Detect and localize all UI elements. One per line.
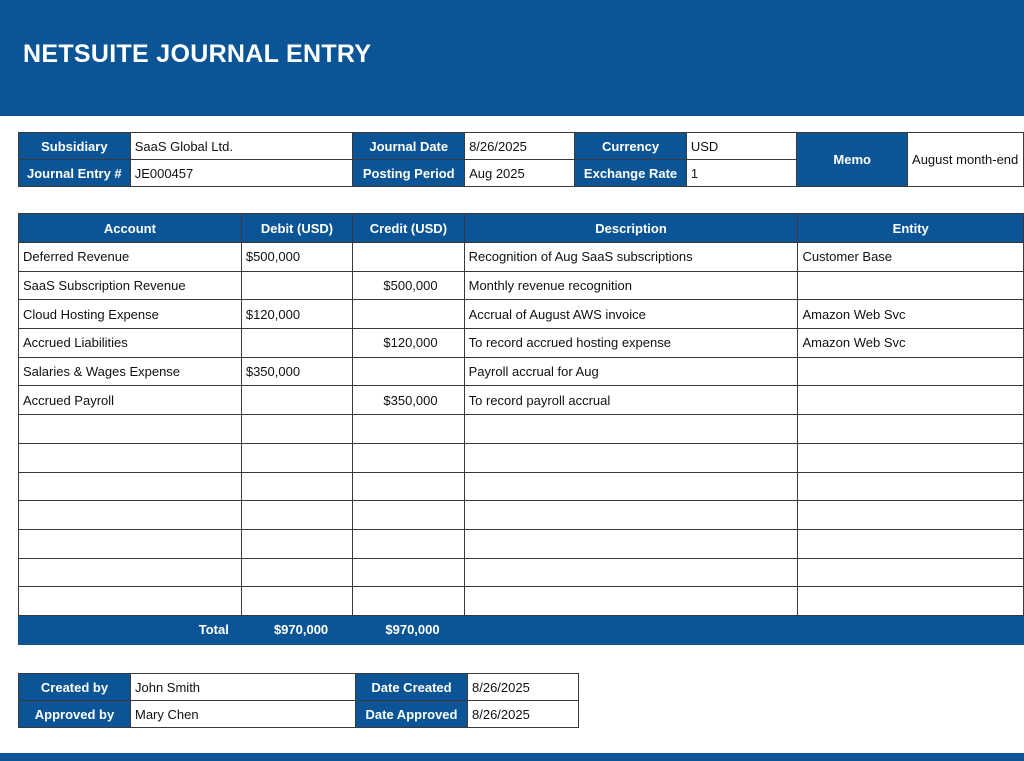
total-row xyxy=(19,615,1024,644)
table-row xyxy=(19,443,1024,472)
account-cell[interactable] xyxy=(19,501,242,530)
date-approved-value[interactable]: 8/26/2025 xyxy=(468,701,579,728)
description-cell[interactable] xyxy=(464,587,798,616)
account-cell[interactable]: Accrued Liabilities xyxy=(19,329,242,358)
debit-cell[interactable] xyxy=(241,271,352,300)
entity-cell[interactable]: Customer Base xyxy=(798,243,1024,272)
account-cell[interactable] xyxy=(19,587,242,616)
debit-cell[interactable] xyxy=(241,386,352,415)
table-row xyxy=(19,271,1024,300)
entity-cell[interactable]: Amazon Web Svc xyxy=(798,329,1024,358)
exchange-rate-label: Exchange Rate xyxy=(575,160,687,187)
credit-cell[interactable]: $120,000 xyxy=(353,329,464,358)
description-cell[interactable] xyxy=(464,443,798,472)
journal-date-value[interactable]: 8/26/2025 xyxy=(465,133,575,160)
credit-cell[interactable]: $350,000 xyxy=(353,386,464,415)
footer-bar xyxy=(0,753,1024,761)
credit-cell[interactable] xyxy=(353,443,464,472)
debit-cell[interactable] xyxy=(241,529,352,558)
debit-cell[interactable] xyxy=(241,558,352,587)
column-header-credit: Credit (USD) xyxy=(353,214,464,243)
credit-cell[interactable] xyxy=(353,501,464,530)
subsidiary-value[interactable]: SaaS Global Ltd. xyxy=(130,133,353,160)
description-cell[interactable] xyxy=(464,501,798,530)
account-cell[interactable] xyxy=(19,415,242,444)
description-cell[interactable] xyxy=(464,558,798,587)
total-label: Total xyxy=(19,615,242,644)
date-created-label: Date Created xyxy=(356,674,468,701)
created-by-label: Created by xyxy=(19,674,131,701)
total-debit: $970,000 xyxy=(241,615,352,644)
posting-period-label: Posting Period xyxy=(353,160,465,187)
description-cell[interactable]: Monthly revenue recognition xyxy=(464,271,798,300)
date-created-value[interactable]: 8/26/2025 xyxy=(468,674,579,701)
entity-cell[interactable] xyxy=(798,587,1024,616)
memo-label: Memo xyxy=(797,133,908,187)
account-cell[interactable]: Cloud Hosting Expense xyxy=(19,300,242,329)
debit-cell[interactable] xyxy=(241,472,352,501)
account-cell[interactable]: Accrued Payroll xyxy=(19,386,242,415)
account-cell[interactable] xyxy=(19,472,242,501)
created-by-value[interactable]: John Smith xyxy=(131,674,356,701)
column-header-description: Description xyxy=(464,214,798,243)
entity-cell[interactable] xyxy=(798,415,1024,444)
column-header-entity: Entity xyxy=(798,214,1024,243)
exchange-rate-value[interactable]: 1 xyxy=(686,160,797,187)
entity-cell[interactable] xyxy=(798,357,1024,386)
description-cell[interactable]: Payroll accrual for Aug xyxy=(464,357,798,386)
entity-cell[interactable] xyxy=(798,529,1024,558)
table-row xyxy=(19,472,1024,501)
table-row xyxy=(19,529,1024,558)
credit-cell[interactable] xyxy=(353,472,464,501)
credit-cell[interactable]: $500,000 xyxy=(353,271,464,300)
approval-table xyxy=(18,673,579,728)
credit-cell[interactable] xyxy=(353,529,464,558)
entity-cell[interactable] xyxy=(798,271,1024,300)
debit-cell[interactable] xyxy=(241,415,352,444)
table-row xyxy=(19,357,1024,386)
currency-label: Currency xyxy=(575,133,687,160)
journal-meta-table xyxy=(18,132,1024,187)
account-cell[interactable] xyxy=(19,529,242,558)
posting-period-value[interactable]: Aug 2025 xyxy=(465,160,575,187)
credit-cell[interactable] xyxy=(353,415,464,444)
entity-cell[interactable] xyxy=(798,386,1024,415)
account-cell[interactable] xyxy=(19,443,242,472)
debit-cell[interactable]: $500,000 xyxy=(241,243,352,272)
description-cell[interactable] xyxy=(464,529,798,558)
entity-cell[interactable] xyxy=(798,501,1024,530)
credit-cell[interactable] xyxy=(353,300,464,329)
description-cell[interactable]: To record payroll accrual xyxy=(464,386,798,415)
approved-by-label: Approved by xyxy=(19,701,131,728)
journal-lines-table xyxy=(18,213,1024,645)
account-cell[interactable]: Salaries & Wages Expense xyxy=(19,357,242,386)
currency-value[interactable]: USD xyxy=(686,133,797,160)
entity-cell[interactable]: Amazon Web Svc xyxy=(798,300,1024,329)
column-header-account: Account xyxy=(19,214,242,243)
account-cell[interactable]: Deferred Revenue xyxy=(19,243,242,272)
entity-cell[interactable] xyxy=(798,472,1024,501)
subsidiary-label: Subsidiary xyxy=(19,133,131,160)
credit-cell[interactable] xyxy=(353,587,464,616)
page-title: NETSUITE JOURNAL ENTRY xyxy=(23,40,372,68)
column-header-debit: Debit (USD) xyxy=(241,214,352,243)
table-row xyxy=(19,587,1024,616)
description-cell[interactable]: Accrual of August AWS invoice xyxy=(464,300,798,329)
header-banner xyxy=(0,0,1024,116)
date-approved-label: Date Approved xyxy=(356,701,468,728)
entity-cell[interactable] xyxy=(798,558,1024,587)
memo-value[interactable]: August month-end xyxy=(908,133,1024,187)
table-row xyxy=(19,386,1024,415)
entity-cell[interactable] xyxy=(798,443,1024,472)
description-cell[interactable]: To record accrued hosting expense xyxy=(464,329,798,358)
account-cell[interactable] xyxy=(19,558,242,587)
table-row xyxy=(19,501,1024,530)
description-cell[interactable]: Recognition of Aug SaaS subscriptions xyxy=(464,243,798,272)
credit-cell[interactable] xyxy=(353,357,464,386)
table-row xyxy=(19,300,1024,329)
debit-cell[interactable]: $120,000 xyxy=(241,300,352,329)
credit-cell[interactable] xyxy=(353,558,464,587)
journal-entry-value[interactable]: JE000457 xyxy=(130,160,353,187)
debit-cell[interactable]: $350,000 xyxy=(241,357,352,386)
table-row xyxy=(19,329,1024,358)
account-cell[interactable]: SaaS Subscription Revenue xyxy=(19,271,242,300)
journal-date-label: Journal Date xyxy=(353,133,465,160)
table-row xyxy=(19,243,1024,272)
approved-by-value[interactable]: Mary Chen xyxy=(131,701,356,728)
credit-cell[interactable] xyxy=(353,243,464,272)
debit-cell[interactable] xyxy=(241,443,352,472)
total-description-blank xyxy=(464,615,798,644)
debit-cell[interactable] xyxy=(241,329,352,358)
description-cell[interactable] xyxy=(464,415,798,444)
debit-cell[interactable] xyxy=(241,587,352,616)
total-entity-blank xyxy=(798,615,1024,644)
description-cell[interactable] xyxy=(464,472,798,501)
debit-cell[interactable] xyxy=(241,501,352,530)
journal-entry-label: Journal Entry # xyxy=(19,160,131,187)
table-row xyxy=(19,558,1024,587)
total-credit: $970,000 xyxy=(353,615,464,644)
table-row xyxy=(19,415,1024,444)
